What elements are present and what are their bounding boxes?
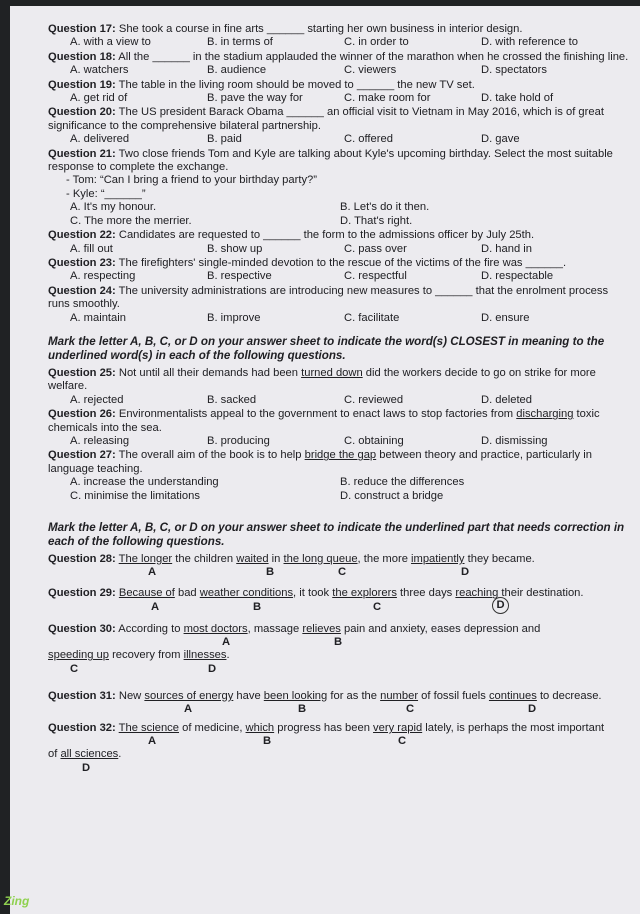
question-text: The table in the living room should be moved to ______ the new TV set. <box>118 78 475 91</box>
question-label: Question 22: <box>48 229 116 242</box>
option-c: C. pass over <box>344 242 407 255</box>
exam-page <box>10 6 640 914</box>
question-29-letters: A B C D <box>48 601 630 617</box>
question-30-letters-2: C D <box>70 662 217 675</box>
question-27-options <box>48 476 630 503</box>
option-a: A. releasing <box>70 434 130 447</box>
option-d: D. That's right. <box>340 214 413 227</box>
option-d: D. gave <box>481 133 520 146</box>
option-d: D. with reference to <box>481 36 579 49</box>
question-label: Question 18: <box>48 50 116 63</box>
question-24-options <box>48 312 630 325</box>
question-32-letters-1: A B C <box>148 735 407 748</box>
option-a: A. get rid of <box>70 92 128 105</box>
question-21 <box>48 148 630 228</box>
question-22 <box>48 229 630 256</box>
question-19-options <box>48 92 630 105</box>
circled-answer-d: D <box>492 597 509 614</box>
question-26-options <box>48 435 630 448</box>
option-b: B. show up <box>207 242 263 255</box>
option-d: D. respectable <box>481 270 554 283</box>
question-label: Question 25: <box>48 366 116 379</box>
option-c: C. offered <box>344 133 393 146</box>
question-30-line-2: speeding up recovery from illnesses. <box>48 649 230 662</box>
question-27 <box>48 449 630 503</box>
question-30-line-1: Question 30: According to most doctors, massage relieves pain and anxiety, eases depression and <box>48 622 541 635</box>
question-31-letters: A B C D <box>184 703 537 716</box>
question-29 <box>48 587 630 616</box>
question-text: She took a course in fine arts ______ starting her own business in interior design. <box>118 23 523 35</box>
question-17-stem <box>48 23 630 36</box>
option-c: C. viewers <box>344 64 397 77</box>
option-c: C. The more the merrier. <box>70 214 192 227</box>
question-31-text: Question 31: New sources of energy have been looking for as the number of fossil fuels continues to decrease. <box>48 689 602 702</box>
question-23 <box>48 257 630 284</box>
option-b: B. producing <box>207 434 270 447</box>
question-25-options <box>48 394 630 407</box>
option-c: C. minimise the limitations <box>70 489 200 502</box>
option-d: D. spectators <box>481 64 547 77</box>
question-label: Question 27: <box>48 449 116 462</box>
option-d: D. ensure <box>481 311 530 324</box>
question-18 <box>48 51 630 78</box>
question-text-after: did the workers decide to go on strike for more welfare. <box>48 366 596 393</box>
question-20-stem <box>48 106 630 133</box>
instruction-error: Mark the letter A, B, C, or D on your answer sheet to indicate the underlined part that needs correction in each of the following questions. <box>48 521 625 548</box>
option-a: A. delivered <box>70 133 130 146</box>
option-b: B. sacked <box>207 393 257 406</box>
question-26-stem <box>48 408 630 435</box>
question-label: Question 20: <box>48 106 116 119</box>
option-c: C. obtaining <box>344 434 404 447</box>
option-b: B. in terms of <box>207 36 273 49</box>
question-label: Question 26: <box>48 408 116 421</box>
option-a: A. increase the understanding <box>70 476 219 489</box>
question-22-stem <box>48 229 630 242</box>
option-d: D. take hold of <box>481 92 554 105</box>
option-a: A. with a view to <box>70 36 151 49</box>
question-17-options <box>48 36 630 49</box>
option-d: D. construct a bridge <box>340 489 444 502</box>
question-18-stem <box>48 51 630 64</box>
question-23-options <box>48 270 630 283</box>
zing-logo: Zing <box>4 894 30 908</box>
question-25 <box>48 367 630 407</box>
question-28-letters: A B C D <box>148 566 470 579</box>
question-21-stem <box>48 148 630 175</box>
dialogue-line: - Tom: “Can I bring a friend to your birthday party?” <box>66 174 318 187</box>
underlined-word: discharging <box>516 408 574 421</box>
question-28-text: Question 28: The longer the children waited in the long queue, the more impatiently they became. <box>48 553 535 565</box>
option-a: A. fill out <box>70 242 113 255</box>
question-20 <box>48 106 630 146</box>
option-c: C. respectful <box>344 270 407 283</box>
option-d: D. dismissing <box>481 434 548 447</box>
question-22-options <box>48 243 630 256</box>
option-b: B. Let's do it then. <box>340 201 430 214</box>
question-32-letters-2: D <box>82 761 91 774</box>
question-17 <box>48 23 630 50</box>
question-label: Question 17: <box>48 23 116 35</box>
question-31 <box>48 690 630 716</box>
question-text-before: The overall aim of the book is to help <box>118 449 305 462</box>
option-a: A. maintain <box>70 311 126 324</box>
question-text: The firefighters' single-minded devotion to the rescue of the victims of the fire was ______. <box>118 256 567 269</box>
question-text: The US president Barack Obama ______ an official visit to Vietnam in May 2016, which is of great significance to the comprehensive bilateral partnership. <box>48 106 604 132</box>
question-26 <box>48 408 630 448</box>
question-text-before: Environmentalists appeal to the government to enact laws to stop factories from <box>118 408 517 421</box>
question-label: Question 21: <box>48 147 116 160</box>
option-c: C. reviewed <box>344 393 404 406</box>
dialogue-line: - Kyle: “______” <box>66 187 146 200</box>
question-label: Question 24: <box>48 284 116 297</box>
question-19 <box>48 79 630 106</box>
question-32-line-1: Question 32: The science of medicine, which progress has been very rapid lately, is perhaps the most important <box>48 722 605 735</box>
option-b: B. audience <box>207 64 267 77</box>
question-text: All the ______ in the stadium applauded the winner of the marathon when he crossed the finishing line. <box>118 50 629 63</box>
option-d: D. deleted <box>481 393 532 406</box>
question-32-line-2: of all sciences. <box>48 748 122 761</box>
question-label: Question 23: <box>48 256 116 269</box>
question-23-stem <box>48 257 630 270</box>
closest-meaning-section <box>48 367 630 503</box>
underlined-word: bridge the gap <box>304 449 377 462</box>
option-a: A. respecting <box>70 270 136 283</box>
option-d: D. hand in <box>481 242 532 255</box>
question-21-options <box>48 201 630 228</box>
underlined-word: turned down <box>301 366 363 379</box>
instruction-closest: Mark the letter A, B, C, or D on your answer sheet to indicate the word(s) CLOSEST in meaning to the underlined word(s) in each of the following questions. <box>48 334 605 362</box>
question-text-after: toxic chemicals into the sea. <box>48 408 600 434</box>
question-text-after: between theory and practice, particularly in language teaching. <box>48 449 592 475</box>
question-28 <box>48 553 630 579</box>
multiple-choice-section <box>48 23 630 325</box>
question-29-text: Question 29: Because of bad weather conditions, it took the explorers three days reaching their destination. <box>48 587 584 600</box>
option-a: A. watchers <box>70 64 129 77</box>
option-a: A. rejected <box>70 393 124 406</box>
option-b: B. pave the way for <box>207 92 303 105</box>
question-label: Question 19: <box>48 78 116 91</box>
option-a: A. It's my honour. <box>70 201 157 214</box>
question-25-stem <box>48 367 630 394</box>
question-20-options <box>48 133 630 146</box>
question-text: The university administrations are introducing new measures to ______ that the enrolment process runs smoothly. <box>48 284 609 311</box>
option-c: C. facilitate <box>344 311 400 324</box>
question-text: Candidates are requested to ______ the form to the admissions officer by July 25th. <box>118 229 535 242</box>
option-c: C. in order to <box>344 36 409 49</box>
question-30 <box>48 623 630 676</box>
option-b: B. reduce the differences <box>340 476 465 489</box>
question-27-stem <box>48 449 630 476</box>
question-30-letters-1: A B <box>222 636 343 649</box>
question-text-before: Not until all their demands had been <box>118 366 302 379</box>
option-b: B. improve <box>207 311 261 324</box>
question-18-options <box>48 64 630 77</box>
option-b: B. paid <box>207 133 242 146</box>
question-24-stem <box>48 285 630 312</box>
question-text: Two close friends Tom and Kyle are talking about Kyle's upcoming birthday. Select the most suitable response to complete the exchange. <box>48 147 613 174</box>
exam-content <box>48 22 630 775</box>
option-b: B. respective <box>207 270 272 283</box>
option-c: C. make room for <box>344 92 431 105</box>
question-19-stem <box>48 79 630 92</box>
question-32 <box>48 722 630 775</box>
question-24 <box>48 285 630 325</box>
